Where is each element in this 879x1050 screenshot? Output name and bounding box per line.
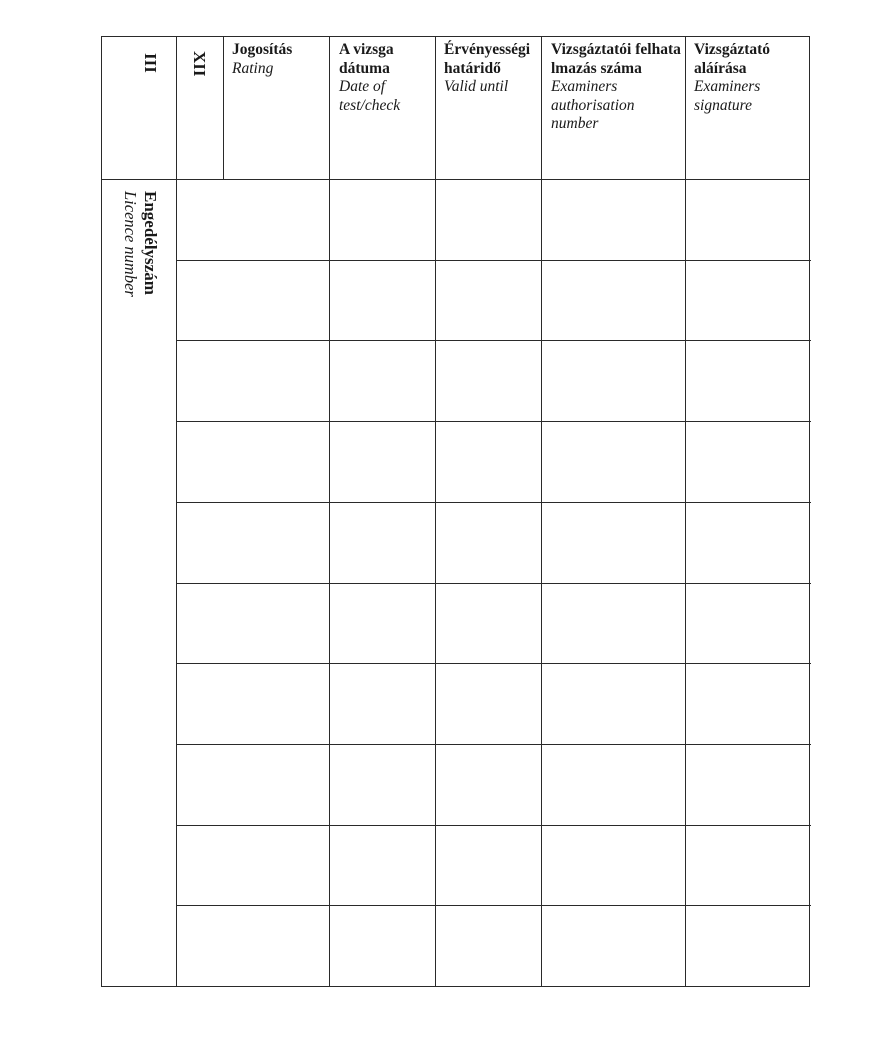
section-label: III bbox=[141, 53, 160, 73]
table-row bbox=[176, 502, 811, 584]
entry-cell-date[interactable] bbox=[329, 422, 435, 503]
entry-cell-date[interactable] bbox=[329, 584, 435, 665]
entry-cell-rating[interactable] bbox=[176, 422, 329, 503]
entry-cell-date[interactable] bbox=[329, 261, 435, 342]
table-row bbox=[176, 583, 811, 665]
entry-cell-signature[interactable] bbox=[685, 261, 811, 342]
table-row bbox=[176, 825, 811, 907]
entry-cell-auth[interactable] bbox=[541, 261, 685, 342]
entry-cell-rating[interactable] bbox=[176, 503, 329, 584]
table-row bbox=[176, 744, 811, 826]
header-signature-en: Examiners signature bbox=[694, 78, 761, 114]
header-auth-hu: Vizsgáztatói felhatalmazás száma bbox=[551, 41, 681, 77]
header-rating-hu: Jogosítás bbox=[232, 41, 293, 58]
entry-cell-auth[interactable] bbox=[541, 826, 685, 907]
entry-cell-date[interactable] bbox=[329, 826, 435, 907]
header-valid-until bbox=[444, 41, 538, 97]
entry-cell-rating[interactable] bbox=[176, 261, 329, 342]
entry-cell-rating[interactable] bbox=[176, 826, 329, 907]
table-row bbox=[176, 260, 811, 342]
entry-cell-rating[interactable] bbox=[176, 745, 329, 826]
header-authorisation bbox=[551, 41, 681, 134]
entry-cell-signature[interactable] bbox=[685, 906, 811, 987]
header-rating bbox=[232, 41, 327, 78]
entry-cell-date[interactable] bbox=[329, 745, 435, 826]
header-date-en: Date of test/check bbox=[339, 78, 401, 114]
entry-cell-valid[interactable] bbox=[435, 179, 541, 260]
entry-cell-signature[interactable] bbox=[685, 745, 811, 826]
entry-cell-auth[interactable] bbox=[541, 664, 685, 745]
licence-label-en: Licence number bbox=[121, 191, 140, 297]
entry-cell-valid[interactable] bbox=[435, 664, 541, 745]
header-signature-hu: Vizsgáztató aláírása bbox=[694, 41, 771, 77]
entry-cell-rating[interactable] bbox=[176, 179, 329, 260]
header-valid-en: Valid until bbox=[444, 78, 509, 95]
entry-cell-date[interactable] bbox=[329, 341, 435, 422]
entry-cell-auth[interactable] bbox=[541, 745, 685, 826]
entry-cell-signature[interactable] bbox=[685, 422, 811, 503]
entry-cell-date[interactable] bbox=[329, 503, 435, 584]
header-auth-en: Examiners authorisation number bbox=[551, 78, 635, 132]
table-row bbox=[176, 905, 811, 987]
entry-cell-signature[interactable] bbox=[685, 179, 811, 260]
entry-cell-rating[interactable] bbox=[176, 584, 329, 665]
entry-cell-auth[interactable] bbox=[541, 341, 685, 422]
entry-cell-valid[interactable] bbox=[435, 745, 541, 826]
entry-cell-date[interactable] bbox=[329, 179, 435, 260]
entry-cell-date[interactable] bbox=[329, 664, 435, 745]
entry-cell-signature[interactable] bbox=[685, 584, 811, 665]
entry-cell-signature[interactable] bbox=[685, 664, 811, 745]
header-signature bbox=[694, 41, 806, 115]
header-valid-hu: Érvényességi határidő bbox=[444, 41, 531, 77]
entry-cell-auth[interactable] bbox=[541, 503, 685, 584]
entry-cell-valid[interactable] bbox=[435, 584, 541, 665]
entry-cell-valid[interactable] bbox=[435, 341, 541, 422]
entry-cell-auth[interactable] bbox=[541, 906, 685, 987]
entry-cell-date[interactable] bbox=[329, 906, 435, 987]
table-row bbox=[176, 340, 811, 422]
entry-cell-valid[interactable] bbox=[435, 261, 541, 342]
divider bbox=[223, 37, 224, 179]
entry-cell-signature[interactable] bbox=[685, 503, 811, 584]
entry-cell-signature[interactable] bbox=[685, 341, 811, 422]
entry-cell-auth[interactable] bbox=[541, 179, 685, 260]
table-row bbox=[176, 421, 811, 503]
header-date-hu: A vizsga dátuma bbox=[339, 41, 394, 77]
licence-number-label bbox=[120, 191, 160, 297]
header-date bbox=[339, 41, 431, 115]
entry-cell-valid[interactable] bbox=[435, 906, 541, 987]
entry-cell-rating[interactable] bbox=[176, 906, 329, 987]
entry-cell-rating[interactable] bbox=[176, 664, 329, 745]
entry-cell-signature[interactable] bbox=[685, 826, 811, 907]
table-row bbox=[176, 663, 811, 745]
license-ratings-form bbox=[101, 36, 810, 987]
entry-cell-valid[interactable] bbox=[435, 503, 541, 584]
entry-cell-valid[interactable] bbox=[435, 422, 541, 503]
header-rating-en: Rating bbox=[232, 59, 274, 77]
entry-cell-auth[interactable] bbox=[541, 584, 685, 665]
licence-label-hu: Engedélyszám bbox=[141, 191, 160, 295]
entry-cell-rating[interactable] bbox=[176, 341, 329, 422]
entry-cell-auth[interactable] bbox=[541, 422, 685, 503]
entry-cell-valid[interactable] bbox=[435, 826, 541, 907]
table-row bbox=[176, 179, 811, 260]
subsection-label: XII bbox=[190, 51, 209, 77]
